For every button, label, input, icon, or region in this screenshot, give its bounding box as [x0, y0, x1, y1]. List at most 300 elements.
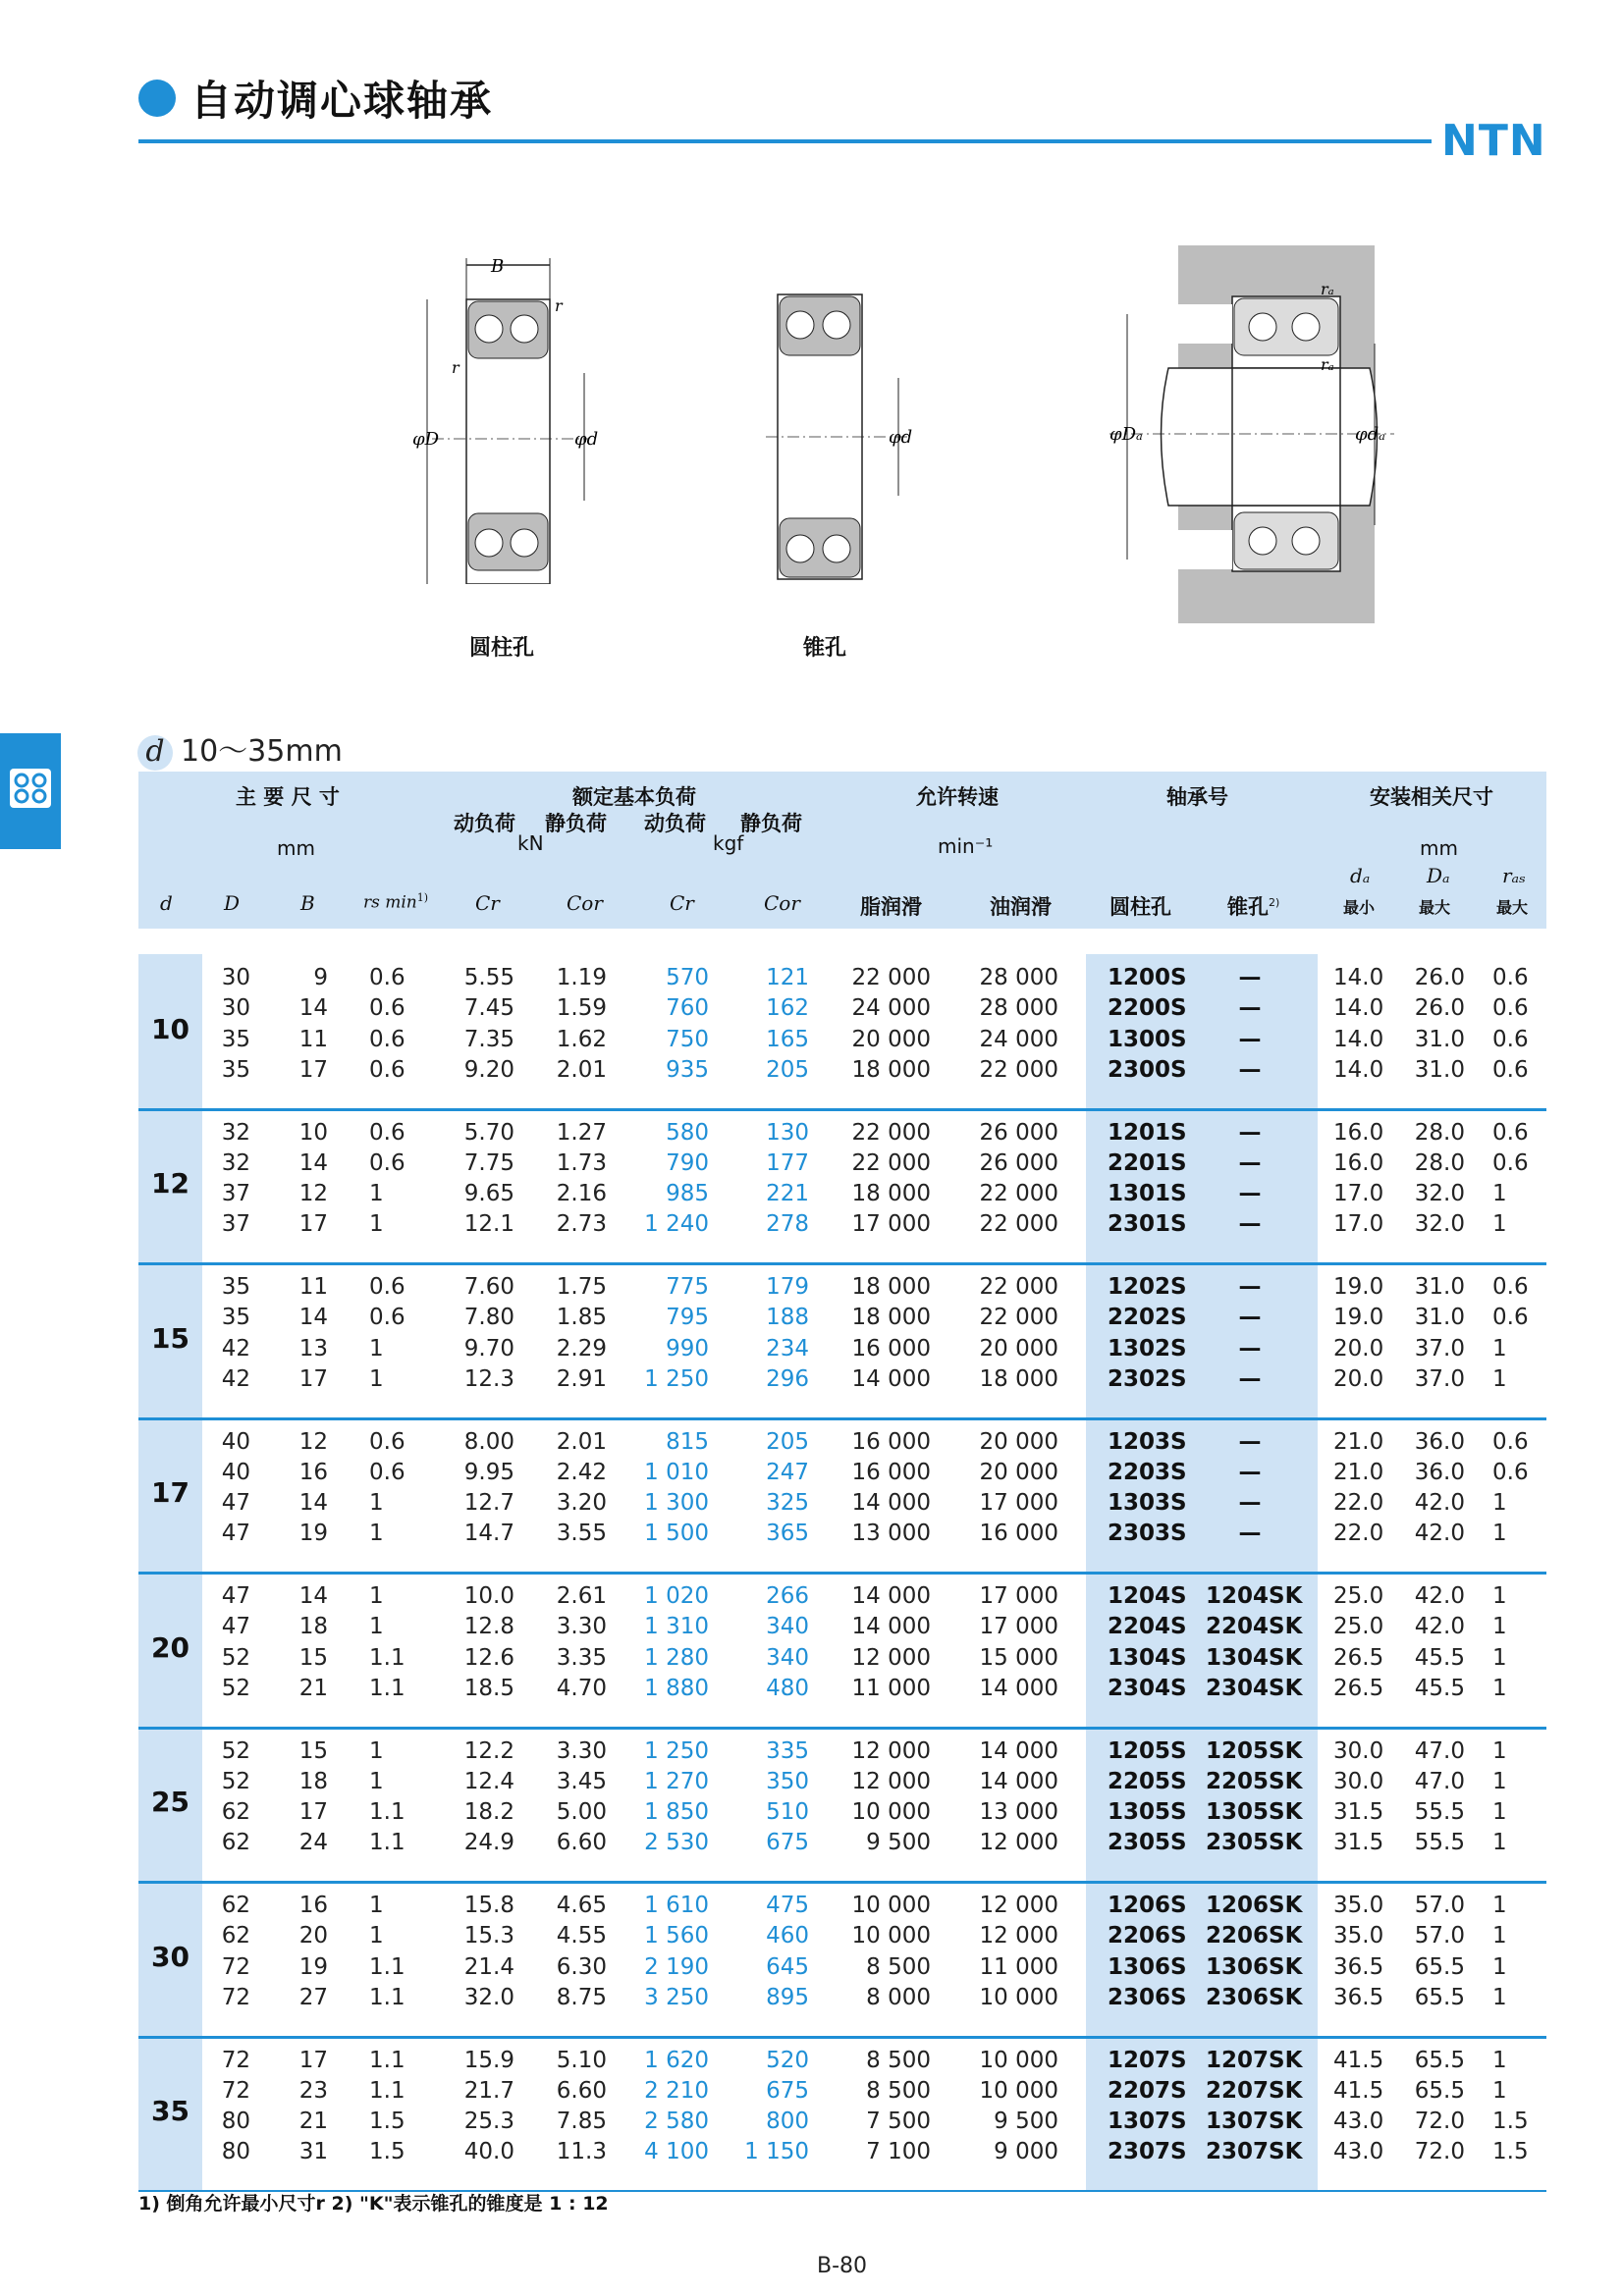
- table-cell: 1206SK: [1206, 1893, 1303, 1918]
- table-cell: 17: [298, 1799, 328, 1826]
- table-cell: 19: [298, 1521, 328, 1547]
- table-cell: 510: [766, 1799, 809, 1826]
- table-cell: 1205S: [1108, 1737, 1187, 1764]
- table-cell: 750: [666, 1026, 709, 1052]
- table-cell: 3.30: [556, 1614, 607, 1640]
- table-cell: 1202S: [1108, 1274, 1187, 1300]
- table-cell: 35: [221, 1305, 250, 1331]
- table-cell: 22.0: [1333, 1490, 1384, 1517]
- th-oil: 油润滑: [990, 895, 1052, 919]
- table-cell: 13: [298, 1335, 328, 1362]
- th-col-B: B: [300, 891, 315, 915]
- table-cell: 12: [298, 1428, 328, 1455]
- table-cell: 2202S: [1108, 1305, 1187, 1331]
- table-cell: 22 000: [979, 1305, 1058, 1331]
- table-cell: 14: [298, 1305, 328, 1331]
- table-cell: 9 000: [994, 2139, 1058, 2165]
- table-cell: 41.5: [1333, 2077, 1384, 2104]
- table-cell: 1: [1492, 1211, 1507, 1238]
- table-cell: 12.6: [463, 1644, 514, 1671]
- table-cell: 14: [298, 995, 328, 1022]
- table-cell: 188: [766, 1305, 809, 1331]
- table-cell: 1.59: [556, 995, 607, 1022]
- table-cell: 16.0: [1333, 1119, 1384, 1146]
- th-mm: mm: [277, 836, 315, 860]
- table-cell: 24.9: [463, 1830, 514, 1856]
- table-cell: 12.8: [463, 1614, 514, 1640]
- table-cell: 0.6: [1492, 1119, 1529, 1146]
- table-cell: 57.0: [1414, 1893, 1465, 1918]
- table-cell: 65.5: [1414, 2047, 1465, 2073]
- d-symbol: d: [137, 735, 173, 771]
- section-tab[interactable]: [0, 733, 61, 849]
- table-cell: 14.0: [1333, 965, 1384, 990]
- table-cell: 121: [766, 965, 809, 990]
- table-cell: 31.5: [1333, 1830, 1384, 1856]
- table-cell: 0.6: [1492, 1428, 1529, 1455]
- table-cell: 1 610: [644, 1893, 709, 1918]
- table-cell: 0.6: [369, 1026, 406, 1052]
- table-cell: 1: [369, 1768, 384, 1794]
- table-cell: 72: [221, 2077, 250, 2104]
- footnote: 1) 倒角允许最小尺寸r 2) "K"表示锥孔的锥度是 1 : 12: [138, 2193, 609, 2215]
- table-cell: —: [1238, 1490, 1262, 1517]
- table-cell: 19.0: [1333, 1305, 1384, 1331]
- table-cell: 12.4: [463, 1768, 514, 1794]
- th-kN: kN: [517, 831, 544, 855]
- table-cell: 1.1: [369, 1830, 406, 1856]
- group-bore-d: 12: [151, 1167, 189, 1201]
- table-cell: 0.6: [1492, 995, 1529, 1022]
- table-cell: 645: [766, 1953, 809, 1980]
- table-cell: 3.30: [556, 1737, 607, 1764]
- th-col-Cor1: Cor: [567, 891, 603, 915]
- table-cell: 17 000: [979, 1614, 1058, 1640]
- th-mount-mm: mm: [1420, 836, 1458, 860]
- table-cell: 18.2: [463, 1799, 514, 1826]
- table-cell: 162: [766, 995, 809, 1022]
- table-cell: 1.1: [369, 2047, 406, 2073]
- table-cell: 365: [766, 1521, 809, 1547]
- th-min-lbl: 最小: [1343, 898, 1376, 917]
- table-cell: 10 000: [979, 1984, 1058, 2010]
- table-cell: 27: [298, 1984, 328, 2010]
- table-cell: 31: [298, 2139, 328, 2165]
- table-cell: 22 000: [851, 1149, 931, 1176]
- table-cell: 1.85: [556, 1305, 607, 1331]
- table-cell: 22 000: [979, 1181, 1058, 1207]
- table-cell: 20.0: [1333, 1365, 1384, 1392]
- table-cell: 9.70: [463, 1335, 514, 1362]
- range-text: 10～35mm: [181, 734, 343, 769]
- th-col-D: D: [224, 891, 241, 915]
- table-cell: 1 880: [644, 1675, 709, 1701]
- table-cell: 1 850: [644, 1799, 709, 1826]
- table-cell: 2301S: [1108, 1211, 1187, 1238]
- table-cell: 1300S: [1108, 1026, 1187, 1052]
- table-cell: 165: [766, 1026, 809, 1052]
- table-cell: 17: [298, 2047, 328, 2073]
- group-bore-d: 17: [151, 1476, 189, 1510]
- table-cell: 7.35: [463, 1026, 514, 1052]
- table-cell: 7 500: [866, 2109, 931, 2135]
- table-cell: 1: [369, 1181, 384, 1207]
- header-rule: [138, 139, 1432, 143]
- table-cell: 675: [766, 1830, 809, 1856]
- table-cell: 35: [221, 1026, 250, 1052]
- cylindrical-bore-diagram: [412, 250, 609, 584]
- table-cell: 3.35: [556, 1644, 607, 1671]
- table-cell: 12 000: [851, 1768, 931, 1794]
- th-col-Cr2: Cr: [670, 891, 694, 915]
- table-cell: 14 000: [851, 1365, 931, 1392]
- table-cell: 20 000: [851, 1026, 931, 1052]
- table-cell: 480: [766, 1675, 809, 1701]
- table-cell: 1.62: [556, 1026, 607, 1052]
- table-cell: 13 000: [979, 1799, 1058, 1826]
- table-cell: 296: [766, 1365, 809, 1392]
- table-cell: 675: [766, 2077, 809, 2104]
- table-cell: 25.0: [1333, 1614, 1384, 1640]
- table-cell: 1: [369, 1211, 384, 1238]
- table-cell: 2 210: [644, 2077, 709, 2104]
- table-cell: 24: [298, 1830, 328, 1856]
- table-cell: 17.0: [1333, 1211, 1384, 1238]
- page-number: B-80: [817, 2254, 868, 2278]
- tapered-bore-caption: 锥孔: [803, 636, 847, 661]
- table-cell: 340: [766, 1614, 809, 1640]
- table-cell: 15: [298, 1737, 328, 1764]
- table-cell: 12 000: [979, 1830, 1058, 1856]
- table-cell: 5.55: [463, 965, 514, 990]
- table-cell: 31.0: [1414, 1274, 1465, 1300]
- table-cell: 18 000: [851, 1056, 931, 1083]
- table-cell: 19: [298, 1953, 328, 1980]
- table-cell: 1: [1492, 1830, 1507, 1856]
- table-cell: 1: [369, 1583, 384, 1609]
- table-cell: 1305S: [1108, 1799, 1187, 1826]
- table-cell: 16 000: [979, 1521, 1058, 1547]
- label-da: φdₐ: [1355, 424, 1385, 445]
- table-cell: 1: [1492, 1644, 1507, 1671]
- table-cell: 37.0: [1414, 1365, 1465, 1392]
- table-cell: 10: [298, 1119, 328, 1146]
- table-cell: 205: [766, 1056, 809, 1083]
- table-cell: 52: [221, 1768, 250, 1794]
- table-cell: 42.0: [1414, 1490, 1465, 1517]
- table-cell: 580: [666, 1119, 709, 1146]
- table-cell: 47.0: [1414, 1737, 1465, 1764]
- table-cell: 52: [221, 1675, 250, 1701]
- page-title: 自动调心球轴承: [190, 77, 494, 125]
- table-cell: 62: [221, 1923, 250, 1949]
- table-cell: 4.65: [556, 1893, 607, 1918]
- th-taper: 锥孔$^{2)}$: [1227, 895, 1280, 919]
- table-cell: 2306SK: [1206, 1984, 1303, 2010]
- table-cell: 1307S: [1108, 2109, 1187, 2135]
- table-cell: 7.60: [463, 1274, 514, 1300]
- table-cell: 0.6: [1492, 1149, 1529, 1176]
- table-cell: 895: [766, 1984, 809, 2010]
- table-cell: 12 000: [851, 1644, 931, 1671]
- label-ra-1: rₐ: [1321, 280, 1334, 298]
- table-cell: 22 000: [851, 965, 931, 990]
- group-divider: [138, 1417, 1546, 1420]
- table-cell: 1.1: [369, 1953, 406, 1980]
- table-cell: 2.16: [556, 1181, 607, 1207]
- table-cell: 1: [1492, 1923, 1507, 1949]
- table-cell: 1.1: [369, 1675, 406, 1701]
- table-cell: 475: [766, 1893, 809, 1918]
- table-cell: 790: [666, 1149, 709, 1176]
- th-dyn1: 动负荷: [454, 812, 515, 835]
- table-cell: 22 000: [979, 1056, 1058, 1083]
- table-cell: 1: [1492, 1737, 1507, 1764]
- bearing-tab-icon: [0, 733, 61, 849]
- table-cell: 30: [221, 965, 250, 990]
- table-cell: 0.6: [369, 1428, 406, 1455]
- table-cell: 205: [766, 1428, 809, 1455]
- table-cell: 16: [298, 1459, 328, 1485]
- table-cell: —: [1238, 1428, 1262, 1455]
- table-cell: 1.73: [556, 1149, 607, 1176]
- table-cell: 42: [221, 1335, 250, 1362]
- table-cell: 2307S: [1108, 2139, 1187, 2165]
- table-cell: —: [1238, 1211, 1262, 1238]
- table-cell: 17 000: [979, 1583, 1058, 1609]
- table-cell: 12.1: [463, 1211, 514, 1238]
- table-cell: 1: [369, 1923, 384, 1949]
- table-cell: 15 000: [979, 1644, 1058, 1671]
- table-cell: 14 000: [979, 1675, 1058, 1701]
- group-bore-d: 35: [151, 2095, 189, 2128]
- table-cell: 1.1: [369, 1799, 406, 1826]
- table-cell: 7.80: [463, 1305, 514, 1331]
- table-cell: 62: [221, 1893, 250, 1918]
- table-cell: 45.5: [1414, 1675, 1465, 1701]
- table-cell: 18: [298, 1614, 328, 1640]
- group-divider: [138, 1881, 1546, 1884]
- th-bearing-no: 轴承号: [1166, 785, 1228, 809]
- group-divider: [138, 2036, 1546, 2039]
- table-cell: 1307SK: [1206, 2109, 1303, 2135]
- table-cell: 28.0: [1414, 1149, 1465, 1176]
- table-cell: 350: [766, 1768, 809, 1794]
- table-cell: 35: [221, 1274, 250, 1300]
- table-cell: 2204SK: [1206, 1614, 1303, 1640]
- table-cell: 1.27: [556, 1119, 607, 1146]
- table-cell: 42: [221, 1365, 250, 1392]
- table-cell: 25.0: [1333, 1583, 1384, 1609]
- table-cell: 3 250: [644, 1984, 709, 2010]
- table-cell: 1.5: [369, 2109, 406, 2135]
- table-cell: 340: [766, 1644, 809, 1671]
- table-cell: 72.0: [1414, 2109, 1465, 2135]
- table-cell: 18.5: [463, 1675, 514, 1701]
- table-cell: 985: [666, 1181, 709, 1207]
- table-cell: 15.3: [463, 1923, 514, 1949]
- table-cell: 26.5: [1333, 1675, 1384, 1701]
- table-cell: 21.0: [1333, 1428, 1384, 1455]
- group-bore-d: 25: [151, 1786, 189, 1819]
- table-cell: 10 000: [851, 1923, 931, 1949]
- table-cell: 17: [298, 1211, 328, 1238]
- table-cell: 4 100: [644, 2139, 709, 2165]
- table-cell: 14.0: [1333, 1056, 1384, 1083]
- table-cell: 179: [766, 1274, 809, 1300]
- table-cell: 72: [221, 1953, 250, 1980]
- table-cell: 28 000: [979, 995, 1058, 1022]
- table-cell: 1 020: [644, 1583, 709, 1609]
- table-cell: 14.0: [1333, 1026, 1384, 1052]
- table-cell: 1306SK: [1206, 1953, 1303, 1980]
- table-cell: 31.5: [1333, 1799, 1384, 1826]
- table-cell: 36.0: [1414, 1428, 1465, 1455]
- table-cell: 1: [1492, 1181, 1507, 1207]
- th-mount: 安装相关尺寸: [1370, 785, 1493, 809]
- table-cell: 47: [221, 1614, 250, 1640]
- table-cell: 2.73: [556, 1211, 607, 1238]
- table-cell: 8 500: [866, 1953, 931, 1980]
- table-cell: 52: [221, 1737, 250, 1764]
- table-cell: 11 000: [979, 1953, 1058, 1980]
- tapered-bore-diagram: [766, 290, 923, 584]
- table-cell: —: [1238, 1365, 1262, 1392]
- th-min: min⁻¹: [938, 834, 994, 858]
- table-cell: 266: [766, 1583, 809, 1609]
- table-cell: 24 000: [979, 1026, 1058, 1052]
- table-cell: 65.5: [1414, 1953, 1465, 1980]
- table-cell: 1201S: [1108, 1119, 1187, 1146]
- table-cell: 16 000: [851, 1459, 931, 1485]
- table-cell: 1304S: [1108, 1644, 1187, 1671]
- table-cell: 1: [1492, 1614, 1507, 1640]
- table-cell: 221: [766, 1181, 809, 1207]
- table-cell: 42.0: [1414, 1521, 1465, 1547]
- table-cell: 18 000: [979, 1365, 1058, 1392]
- th-stat1: 静负荷: [545, 812, 607, 835]
- table-cell: —: [1238, 1274, 1262, 1300]
- th-kgf: kgf: [713, 831, 744, 855]
- table-cell: 1 250: [644, 1737, 709, 1764]
- table-cell: 1207SK: [1206, 2047, 1303, 2073]
- table-cell: 35.0: [1333, 1923, 1384, 1949]
- table-cell: 22 000: [979, 1274, 1058, 1300]
- table-cell: 6.60: [556, 1830, 607, 1856]
- table-cell: 2206SK: [1206, 1923, 1303, 1949]
- table-cell: 247: [766, 1459, 809, 1485]
- table-cell: 0.6: [1492, 1274, 1529, 1300]
- table-cell: 11.3: [556, 2139, 607, 2165]
- mounting-diagram: [1109, 245, 1394, 623]
- table-cell: 800: [766, 2109, 809, 2135]
- table-cell: 2205SK: [1206, 1768, 1303, 1794]
- label-D: φD: [412, 429, 440, 450]
- table-cell: 35: [221, 1056, 250, 1083]
- table-cell: 36.5: [1333, 1953, 1384, 1980]
- table-cell: 12 000: [979, 1893, 1058, 1918]
- table-cell: 47: [221, 1490, 250, 1517]
- table-cell: 234: [766, 1335, 809, 1362]
- th-grease: 脂润滑: [860, 895, 922, 919]
- table-cell: 62: [221, 1830, 250, 1856]
- table-cell: 1204SK: [1206, 1583, 1303, 1609]
- table-cell: —: [1238, 965, 1262, 990]
- table-cell: 32.0: [1414, 1211, 1465, 1238]
- table-cell: 1: [1492, 1521, 1507, 1547]
- table-cell: 42.0: [1414, 1614, 1465, 1640]
- table-cell: 14.0: [1333, 995, 1384, 1022]
- table-cell: 19.0: [1333, 1274, 1384, 1300]
- table-cell: 22 000: [979, 1211, 1058, 1238]
- table-cell: 2305S: [1108, 1830, 1187, 1856]
- th-max-lbl2: 最大: [1496, 898, 1529, 917]
- table-cell: 2 530: [644, 1830, 709, 1856]
- table-cell: 17 000: [979, 1490, 1058, 1517]
- table-cell: 9.65: [463, 1181, 514, 1207]
- table-cell: 17 000: [851, 1211, 931, 1238]
- table-cell: 1 250: [644, 1365, 709, 1392]
- table-cell: 36.5: [1333, 1984, 1384, 2010]
- table-cell: 2.61: [556, 1583, 607, 1609]
- table-cell: 1: [369, 1614, 384, 1640]
- table-cell: 37: [221, 1181, 250, 1207]
- table-cell: 1 500: [644, 1521, 709, 1547]
- th-main-dims: 主 要 尺 寸: [236, 785, 340, 809]
- table-cell: 1: [1492, 2047, 1507, 2073]
- table-cell: 0.6: [1492, 1056, 1529, 1083]
- table-cell: —: [1238, 1026, 1262, 1052]
- table-cell: 28 000: [979, 965, 1058, 990]
- table-cell: 2304S: [1108, 1675, 1187, 1701]
- group-bore-d: 30: [151, 1940, 189, 1973]
- table-cell: 10 000: [851, 1893, 931, 1918]
- table-cell: 12.3: [463, 1365, 514, 1392]
- table-cell: 26.5: [1333, 1644, 1384, 1671]
- label-B: B: [491, 256, 505, 277]
- table-cell: 2200S: [1108, 995, 1187, 1022]
- table-cell: 30.0: [1333, 1737, 1384, 1764]
- table-cell: 2300S: [1108, 1056, 1187, 1083]
- table-cell: 1: [1492, 1893, 1507, 1918]
- th-speed: 允许转速: [916, 785, 999, 809]
- table-cell: 9 500: [866, 1830, 931, 1856]
- table-cell: 6.60: [556, 2077, 607, 2104]
- table-cell: 0.6: [1492, 1026, 1529, 1052]
- table-cell: 1 010: [644, 1459, 709, 1485]
- table-cell: 2302S: [1108, 1365, 1187, 1392]
- table-cell: 25.3: [463, 2109, 514, 2135]
- table-cell: 1: [1492, 1583, 1507, 1609]
- table-cell: 10 000: [979, 2077, 1058, 2104]
- table-cell: 72: [221, 1984, 250, 2010]
- table-cell: 40: [221, 1428, 250, 1455]
- table-header: [138, 772, 1546, 929]
- table-cell: 2303S: [1108, 1521, 1187, 1547]
- group-divider: [138, 1572, 1546, 1575]
- table-cell: 1200S: [1108, 965, 1187, 990]
- table-cell: 760: [666, 995, 709, 1022]
- table-cell: 5.70: [463, 1119, 514, 1146]
- table-cell: 1 270: [644, 1768, 709, 1794]
- table-cell: 7.45: [463, 995, 514, 1022]
- label-d: φd: [574, 429, 599, 450]
- table-cell: 17: [298, 1056, 328, 1083]
- cylindrical-bore-caption: 圆柱孔: [469, 636, 535, 661]
- table-cell: 335: [766, 1737, 809, 1764]
- table-cell: 20 000: [979, 1459, 1058, 1485]
- table-cell: 43.0: [1333, 2139, 1384, 2165]
